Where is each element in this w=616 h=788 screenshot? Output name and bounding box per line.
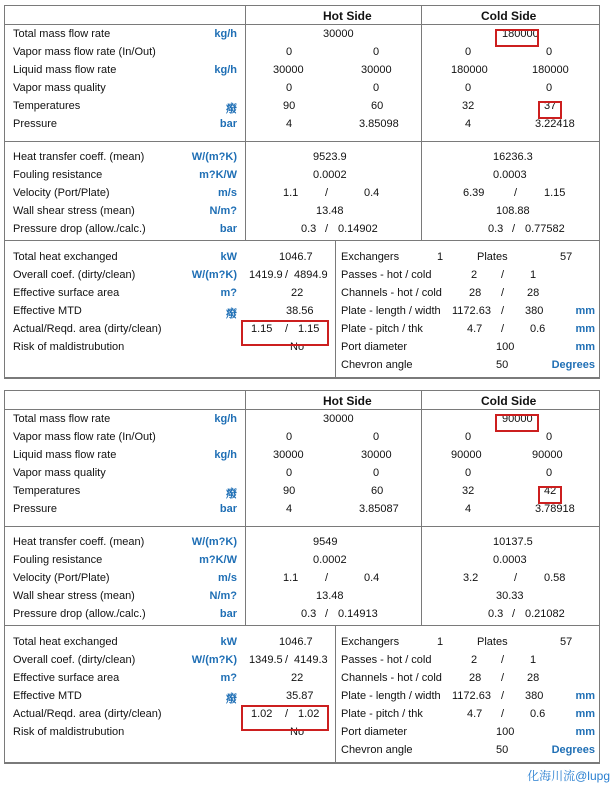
slash: /: [501, 305, 505, 317]
overall-row: [5, 651, 599, 669]
slash: /: [512, 223, 516, 235]
cold-in: 180000: [451, 64, 488, 76]
slash: /: [285, 654, 289, 666]
value: 35.87: [286, 690, 314, 702]
thermal-section: [5, 527, 599, 626]
geo-a: 4.7: [467, 323, 483, 335]
geo-unit: mm: [575, 305, 595, 317]
hot-in: 0: [286, 82, 293, 94]
cold-in: 0: [465, 82, 472, 94]
hot-value: 9523.9: [313, 151, 347, 163]
row-label: Effective surface area: [13, 287, 120, 299]
geo-label: Plate - length / width: [341, 690, 441, 702]
hot-port: 1.1: [283, 572, 299, 584]
cold-out: 0: [546, 82, 553, 94]
cold-calc: 0.77582: [525, 223, 565, 235]
row-label: Actual/Reqd. area (dirty/clean): [13, 708, 162, 720]
hot-in: 4: [286, 118, 293, 130]
cold-allow: 0.3: [488, 608, 504, 620]
value: 38.56: [286, 305, 314, 317]
row-unit: m?K/W: [199, 169, 237, 181]
htc-row: [5, 533, 599, 551]
cold-value: 10137.5: [493, 536, 533, 548]
geo-value: 57: [560, 636, 573, 648]
row-unit: 癈: [226, 103, 237, 115]
geo-unit: mm: [575, 341, 595, 353]
shear-row: [5, 202, 599, 220]
row-label: Effective MTD: [13, 690, 82, 702]
cold-in: 4: [465, 503, 472, 515]
row-unit: N/m?: [209, 590, 237, 602]
cold-port: 6.39: [463, 187, 485, 199]
row-label: Risk of maldistrubution: [13, 726, 125, 738]
row-unit: bar: [219, 503, 237, 515]
cold-in: 90000: [451, 449, 482, 461]
slash: /: [514, 187, 518, 199]
row-label: Fouling resistance: [13, 169, 103, 181]
row-label: Pressure drop (allow./calc.): [13, 223, 146, 235]
slash: /: [285, 708, 289, 720]
velocity-row: [5, 184, 599, 202]
temperatures-row: [5, 482, 599, 500]
geo-label: Plate - pitch / thk: [341, 323, 423, 335]
results-panel: [4, 390, 600, 764]
slash: /: [501, 269, 505, 281]
geo-label: Plate - length / width: [341, 305, 441, 317]
row-label: Heat transfer coeff. (mean): [13, 536, 145, 548]
fouling-row: [5, 166, 599, 184]
row-label: Vapor mass quality: [13, 467, 106, 479]
geo-b: 1: [530, 654, 537, 666]
row-unit: W/(m?K): [191, 654, 237, 666]
row-unit: m?: [220, 287, 237, 299]
cold-out: 90000: [532, 449, 563, 461]
cold-value: 0.0003: [493, 169, 527, 181]
row-unit: kg/h: [214, 449, 237, 461]
dirty: 1.15: [251, 323, 273, 335]
row-label: Pressure: [13, 503, 58, 515]
row-label: Temperatures: [13, 100, 81, 112]
row-label: Total mass flow rate: [13, 413, 111, 425]
geo-value: 50: [496, 359, 509, 371]
row-unit: W/(m?K): [191, 269, 237, 281]
hot-in: 30000: [273, 449, 304, 461]
geo-value: 50: [496, 744, 509, 756]
hot-allow: 0.3: [301, 608, 317, 620]
geo-label: Passes - hot / cold: [341, 269, 432, 281]
hot-out: 3.85087: [359, 503, 399, 515]
chevron-row: [5, 741, 599, 759]
slash: /: [325, 572, 329, 584]
row-unit: 癈: [226, 488, 237, 500]
pdrop-row: [5, 220, 599, 238]
velocity-row: [5, 569, 599, 587]
geo-a: 28: [469, 287, 482, 299]
row-unit: bar: [219, 118, 237, 130]
row-unit: N/m?: [209, 205, 237, 217]
slash: /: [501, 323, 505, 335]
hot-value: 9549: [313, 536, 338, 548]
cold-in: 32: [462, 485, 475, 497]
cold-out: 3.78918: [535, 503, 575, 515]
highlight-cold-flow: [495, 29, 539, 47]
geo-value: 57: [560, 251, 573, 263]
cold-port: 3.2: [463, 572, 479, 584]
geo-label: Plates: [477, 636, 508, 648]
cold-value: 16236.3: [493, 151, 533, 163]
slash: /: [514, 572, 518, 584]
row-unit: 癈: [226, 308, 237, 320]
cold-value: 180000: [502, 28, 539, 40]
slash: /: [501, 708, 505, 720]
hot-side-header: Hot Side: [323, 9, 372, 23]
geo-value: 1: [437, 636, 444, 648]
geo-b: 380: [525, 305, 544, 317]
hot-in: 0: [286, 431, 293, 443]
highlight-area-ratio: [241, 705, 329, 731]
slash: /: [285, 269, 289, 281]
hot-port: 1.1: [283, 187, 299, 199]
area-row: [5, 284, 599, 302]
clean: 1.02: [298, 708, 320, 720]
slash: /: [325, 187, 329, 199]
geo-label: Passes - hot / cold: [341, 654, 432, 666]
value: No: [290, 341, 305, 353]
fouling-row: [5, 551, 599, 569]
geo-unit: mm: [575, 323, 595, 335]
hot-calc: 0.14913: [338, 608, 378, 620]
cold-value: 90000: [502, 413, 533, 425]
hot-plate: 0.4: [364, 572, 380, 584]
geo-value: 1: [437, 251, 444, 263]
geo-value: 100: [496, 341, 515, 353]
geo-b: 1: [530, 269, 537, 281]
cold-in: 4: [465, 118, 472, 130]
row-label: Liquid mass flow rate: [13, 64, 117, 76]
hot-value: 0.0002: [313, 169, 347, 181]
geo-a: 4.7: [467, 708, 483, 720]
row-unit: m/s: [218, 187, 237, 199]
row-unit: kg/h: [214, 413, 237, 425]
row-unit: W/(m?K): [191, 536, 237, 548]
slash: /: [285, 323, 289, 335]
pdrop-row: [5, 605, 599, 623]
row-label: Fouling resistance: [13, 554, 103, 566]
hot-out: 0: [373, 467, 380, 479]
vapor-quality-row: [5, 79, 599, 97]
geo-b: 0.6: [530, 323, 546, 335]
row-unit: m?K/W: [199, 554, 237, 566]
cold-out: 0: [546, 46, 553, 58]
geo-label: Chevron angle: [341, 359, 413, 371]
hot-out: 30000: [361, 449, 392, 461]
highlight-cold-flow: [495, 414, 539, 432]
geo-unit: mm: [575, 708, 595, 720]
mtd-row: [5, 687, 599, 705]
hot-value: 13.48: [316, 205, 344, 217]
value: 22: [291, 672, 304, 684]
geo-a: 2: [471, 269, 478, 281]
mtd-row: [5, 302, 599, 320]
geo-a: 28: [469, 672, 482, 684]
results-panel: [4, 5, 600, 379]
geo-b: 380: [525, 690, 544, 702]
geo-label: Plates: [477, 251, 508, 263]
value: 22: [291, 287, 304, 299]
cold-out: 42: [544, 485, 557, 497]
cold-in: 0: [465, 467, 472, 479]
row-label: Total heat exchanged: [13, 251, 118, 263]
geo-unit: Degrees: [551, 744, 595, 756]
row-label: Wall shear stress (mean): [13, 205, 135, 217]
heat-row: [5, 633, 599, 651]
slash: /: [512, 608, 516, 620]
geo-a: 1172.63: [452, 305, 491, 317]
geo-label: Chevron angle: [341, 744, 413, 756]
cold-value: 30.33: [496, 590, 524, 602]
cold-allow: 0.3: [488, 223, 504, 235]
geo-label: Channels - hot / cold: [341, 287, 442, 299]
cold-out: 0: [546, 467, 553, 479]
value: 1046.7: [279, 251, 313, 263]
hot-in: 4: [286, 503, 293, 515]
geo-label: Exchangers: [341, 251, 400, 263]
geo-unit: Degrees: [551, 359, 595, 371]
row-label: Risk of maldistrubution: [13, 341, 125, 353]
hot-side-header: Hot Side: [323, 394, 372, 408]
cold-out: 180000: [532, 64, 569, 76]
value: No: [290, 726, 305, 738]
watermark: 化海川流@lupg: [527, 769, 610, 783]
summary-section: [5, 241, 599, 378]
cold-plate: 1.15: [544, 187, 566, 199]
hot-plate: 0.4: [364, 187, 380, 199]
slash: /: [501, 654, 505, 666]
row-label: Temperatures: [13, 485, 81, 497]
dirty: 1.02: [251, 708, 273, 720]
row-label: Heat transfer coeff. (mean): [13, 151, 145, 163]
slash: /: [501, 672, 505, 684]
geo-label: Port diameter: [341, 726, 408, 738]
hot-in: 30000: [273, 64, 304, 76]
hot-allow: 0.3: [301, 223, 317, 235]
geo-unit: mm: [575, 690, 595, 702]
hot-out: 3.85098: [359, 118, 399, 130]
row-label: Overall coef. (dirty/clean): [13, 654, 136, 666]
cold-calc: 0.21082: [525, 608, 565, 620]
hot-in: 90: [283, 485, 296, 497]
row-unit: kW: [220, 636, 237, 648]
summary-section: [5, 626, 599, 763]
hot-calc: 0.14902: [338, 223, 378, 235]
row-unit: m/s: [218, 572, 237, 584]
cold-in: 0: [465, 431, 472, 443]
geo-b: 28: [527, 672, 540, 684]
pressure-row: [5, 500, 599, 518]
flow-section: [5, 391, 599, 527]
row-unit: 癈: [226, 693, 237, 705]
chevron-row: [5, 356, 599, 374]
hot-out: 60: [371, 100, 384, 112]
geo-label: Exchangers: [341, 636, 400, 648]
row-label: Pressure drop (allow./calc.): [13, 608, 146, 620]
highlight-cold-outlet-temp: [538, 486, 562, 504]
row-unit: W/(m?K): [191, 151, 237, 163]
row-label: Velocity (Port/Plate): [13, 187, 110, 199]
hot-out: 60: [371, 485, 384, 497]
row-unit: kW: [220, 251, 237, 263]
highlight-cold-outlet-temp: [538, 101, 562, 119]
shear-row: [5, 587, 599, 605]
cold-value: 0.0003: [493, 554, 527, 566]
cold-in: 0: [465, 46, 472, 58]
hot-in: 90: [283, 100, 296, 112]
row-label: Velocity (Port/Plate): [13, 572, 110, 584]
highlight-area-ratio: [241, 320, 329, 346]
row-unit: kg/h: [214, 28, 237, 40]
hot-value: 13.48: [316, 590, 344, 602]
row-label: Vapor mass quality: [13, 82, 106, 94]
cold-in: 32: [462, 100, 475, 112]
hot-value: 30000: [323, 413, 354, 425]
flow-section: [5, 6, 599, 142]
row-label: Effective MTD: [13, 305, 82, 317]
liquid-mass-row: [5, 446, 599, 464]
hot-value: 30000: [323, 28, 354, 40]
row-label: Total heat exchanged: [13, 636, 118, 648]
geo-unit: mm: [575, 726, 595, 738]
row-label: Liquid mass flow rate: [13, 449, 117, 461]
clean: 1.15: [298, 323, 320, 335]
slash: /: [501, 690, 505, 702]
liquid-mass-row: [5, 61, 599, 79]
heat-row: [5, 248, 599, 266]
row-unit: m?: [220, 672, 237, 684]
hot-out: 0: [373, 46, 380, 58]
hot-in: 0: [286, 467, 293, 479]
cold-plate: 0.58: [544, 572, 566, 584]
geo-label: Port diameter: [341, 341, 408, 353]
cold-side-header: Cold Side: [481, 9, 537, 23]
row-unit: bar: [219, 223, 237, 235]
geo-label: Channels - hot / cold: [341, 672, 442, 684]
value: 1046.7: [279, 636, 313, 648]
row-label: Pressure: [13, 118, 58, 130]
clean: 4894.9: [294, 269, 328, 281]
hot-in: 0: [286, 46, 293, 58]
hot-out: 0: [373, 431, 380, 443]
row-label: Effective surface area: [13, 672, 120, 684]
cold-out: 0: [546, 431, 553, 443]
geo-a: 1172.63: [452, 690, 491, 702]
geo-value: 100: [496, 726, 515, 738]
hot-out: 30000: [361, 64, 392, 76]
row-unit: bar: [219, 608, 237, 620]
row-label: Wall shear stress (mean): [13, 590, 135, 602]
geo-a: 2: [471, 654, 478, 666]
cold-value: 108.88: [496, 205, 530, 217]
clean: 4149.3: [294, 654, 328, 666]
dirty: 1349.5: [249, 654, 283, 666]
cold-side-header: Cold Side: [481, 394, 537, 408]
geo-b: 28: [527, 287, 540, 299]
row-label: Vapor mass flow rate (In/Out): [13, 431, 156, 443]
row-label: Vapor mass flow rate (In/Out): [13, 46, 156, 58]
geo-label: Plate - pitch / thk: [341, 708, 423, 720]
row-label: Overall coef. (dirty/clean): [13, 269, 136, 281]
geo-b: 0.6: [530, 708, 546, 720]
area-row: [5, 669, 599, 687]
htc-row: [5, 148, 599, 166]
overall-row: [5, 266, 599, 284]
dirty: 1419.9: [249, 269, 283, 281]
row-unit: kg/h: [214, 64, 237, 76]
cold-out: 3.22418: [535, 118, 575, 130]
slash: /: [501, 287, 505, 299]
pressure-row: [5, 115, 599, 133]
vapor-quality-row: [5, 464, 599, 482]
row-label: Actual/Reqd. area (dirty/clean): [13, 323, 162, 335]
slash: /: [325, 608, 329, 620]
cold-out: 37: [544, 100, 557, 112]
thermal-section: [5, 142, 599, 241]
hot-out: 0: [373, 82, 380, 94]
temperatures-row: [5, 97, 599, 115]
row-label: Total mass flow rate: [13, 28, 111, 40]
slash: /: [325, 223, 329, 235]
hot-value: 0.0002: [313, 554, 347, 566]
